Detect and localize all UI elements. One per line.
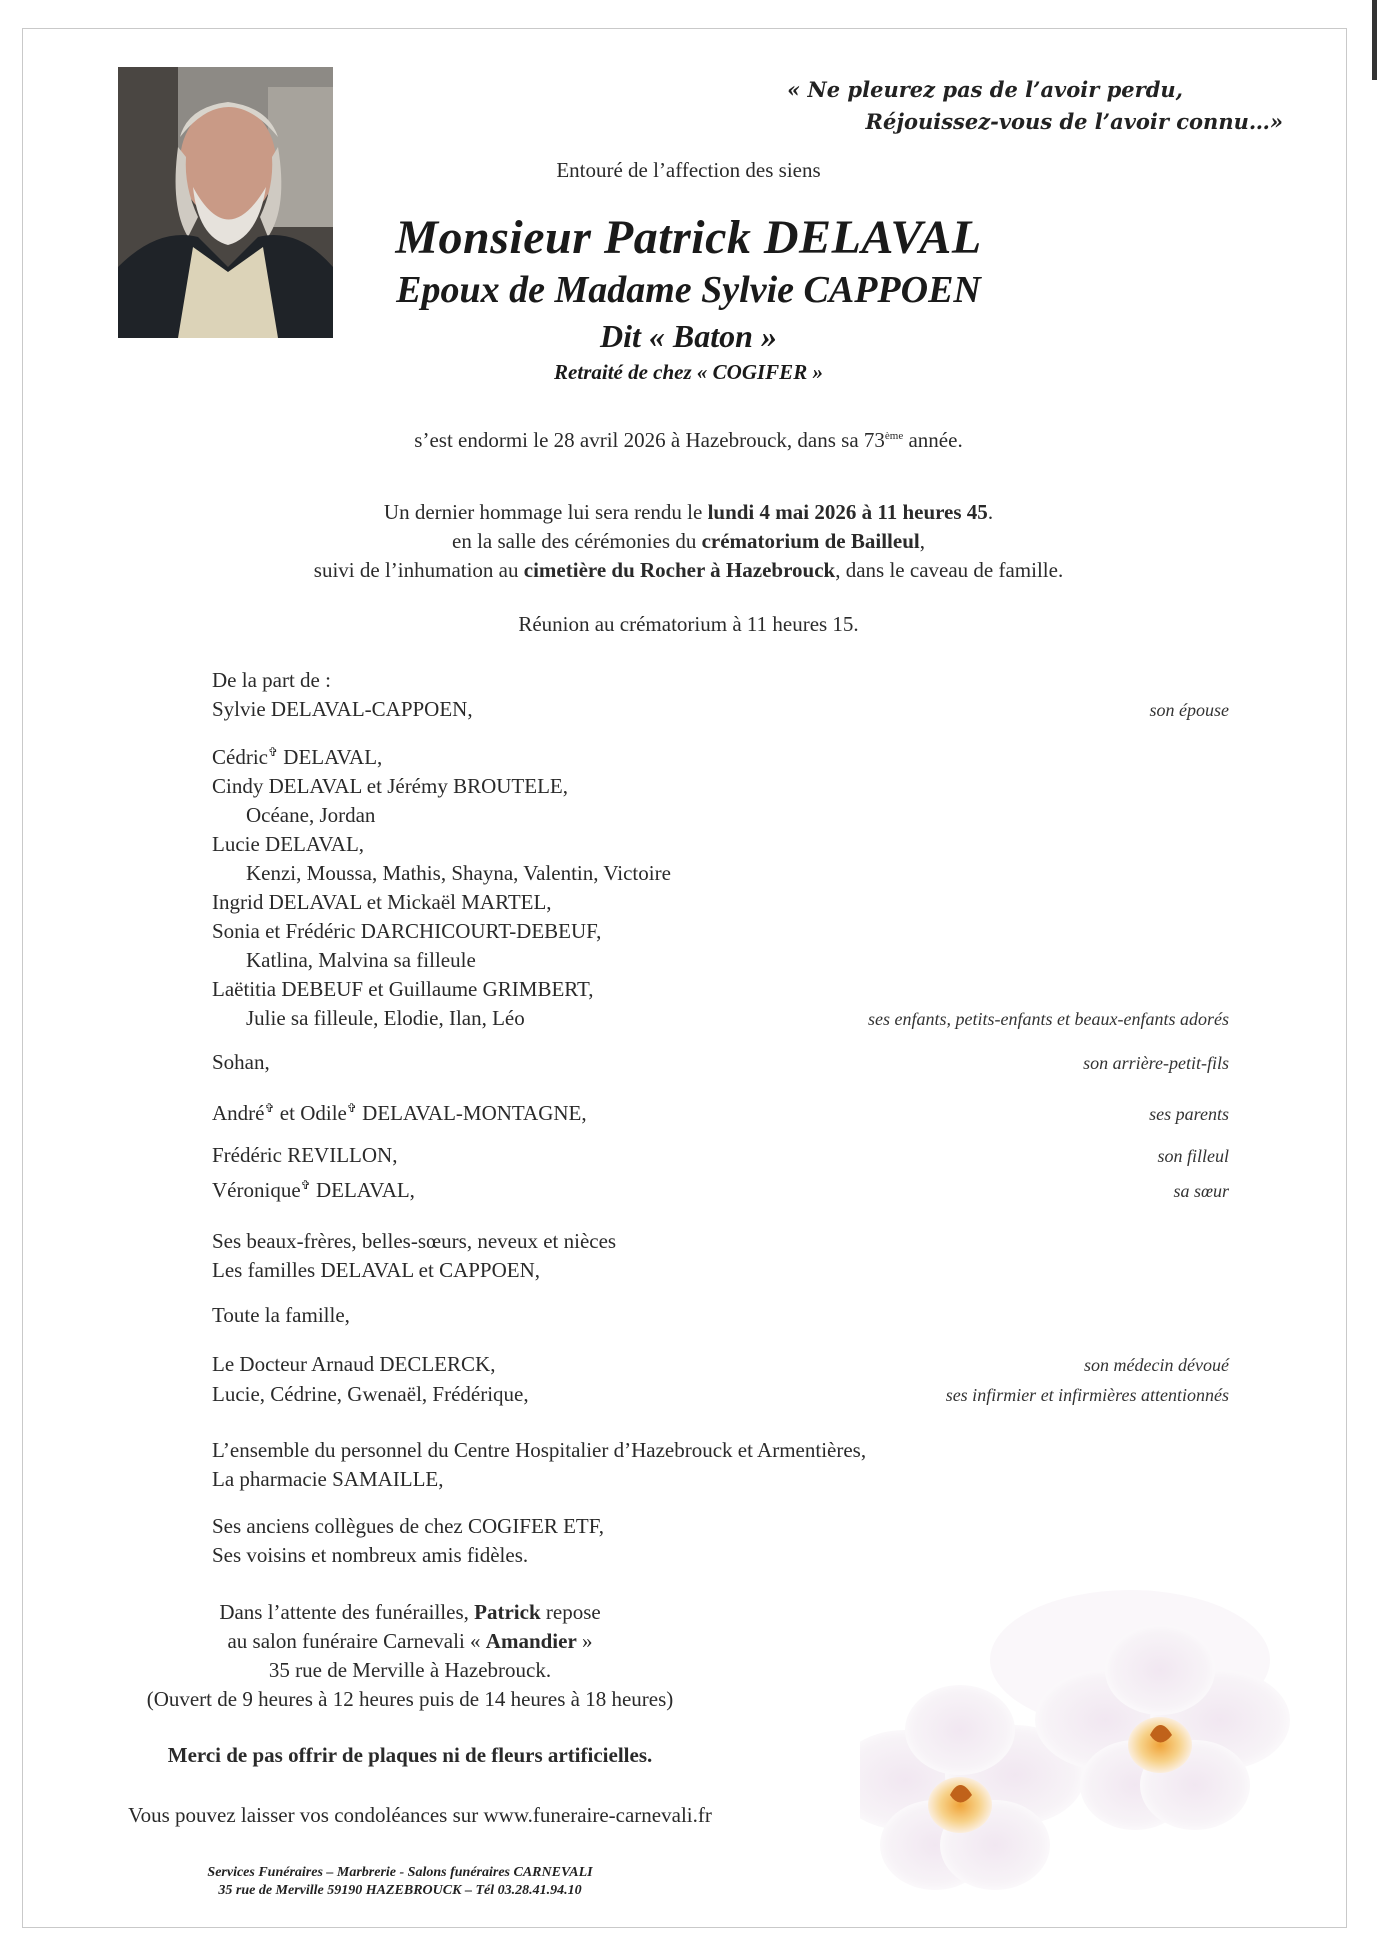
family-block-godson-sister [212, 1141, 1229, 1206]
scan-edge [1372, 0, 1377, 80]
family-row: Sylvie DELAVAL-CAPPOEN, son épouse [212, 695, 1229, 725]
family-row: Ses anciens collègues de chez COGIFER ETF, [212, 1514, 604, 1538]
family-row: Ingrid DELAVAL et Mickaël MARTEL, [212, 890, 552, 914]
family-row: Lucie DELAVAL, [212, 832, 365, 856]
family-row: Frédéric REVILLON, son filleul [212, 1141, 1229, 1171]
family-row: Les familles DELAVAL et CAPPOEN, [212, 1258, 541, 1282]
relation-label: ses infirmier et infirmières attentionnés [945, 1385, 1229, 1405]
family-row: Le Docteur Arnaud DECLERCK, son médecin dévoué [212, 1350, 1229, 1380]
family-row: Cindy DELAVAL et Jérémy BROUTELE, [212, 774, 568, 798]
repose-info [60, 1598, 760, 1714]
death-notice: s’est endormi le 28 avril 2026 à Hazebrouck, dans sa 73ème année. [414, 428, 963, 452]
condolences-line: Vous pouvez laisser vos condoléances sur www.funeraire-carnevali.fr [128, 1803, 712, 1827]
family-row: Lucie, Cédrine, Gwenaël, Frédérique, ses infirmier et infirmières attentionnés [212, 1380, 1229, 1410]
family-block-children [212, 738, 1229, 1034]
family-row: L’ensemble du personnel du Centre Hospitalier d’Hazebrouck et Armentières, [212, 1438, 867, 1462]
cross-icon: ✞ [264, 1101, 275, 1115]
no-flowers-request: Merci de pas offrir de plaques ni de fleurs artificielles. [167, 1743, 653, 1767]
cross-icon: ✞ [267, 745, 279, 759]
quote-line-2: Réjouissez-vous de l’avoir connu…» [865, 109, 1283, 134]
family-row: Julie sa filleule, Elodie, Ilan, Léo ses enfants, petits-enfants et beaux-enfants adorés [212, 1004, 1229, 1034]
reunion-line: Réunion au crématorium à 11 heures 15. [518, 612, 859, 636]
family-block-hospital [212, 1436, 1229, 1494]
family-row: Océane, Jordan [246, 803, 376, 827]
ceremony-line-3: suivi de l’inhumation au cimetière du Rocher à Hazebrouck, dans le caveau de famille. [313, 558, 1064, 582]
family-row: Toute la famille, [212, 1303, 350, 1327]
retired-line: Retraité de chez « COGIFER » [554, 360, 823, 384]
family-row: André✞ et Odile✞ DELAVAL-MONTAGNE, ses parents [212, 1094, 1229, 1129]
family-row: Sohan, son arrière-petit-fils [212, 1048, 1229, 1078]
family-block-medical [212, 1350, 1229, 1410]
funeral-home-footer [120, 1864, 680, 1900]
family-row: Laëtitia DEBEUF et Guillaume GRIMBERT, [212, 977, 594, 1001]
family-row: Véronique✞ DELAVAL, sa sœur [212, 1171, 1229, 1206]
repose-line-3: 35 rue de Merville à Hazebrouck. [268, 1658, 552, 1682]
ceremony-line-1: Un dernier hommage lui sera rendu le lundi 4 mai 2026 à 11 heures 45. [383, 500, 994, 524]
part-de-label: De la part de : [212, 668, 331, 692]
ceremony-line-2: en la salle des cérémonies du crématorium de Bailleul, [452, 529, 925, 553]
footer-line-1: Services Funéraires – Marbrerie - Salons funéraires CARNEVALI [207, 1865, 593, 1880]
relation-label: son épouse [1149, 700, 1229, 720]
family-block-grandchild [212, 1048, 1229, 1078]
deceased-name: Monsieur Patrick DELAVAL [395, 211, 982, 264]
entoure-line: Entouré de l’affection des siens [556, 158, 821, 182]
orchid-flowers-image [860, 1590, 1340, 1925]
spouse-line: Epoux de Madame Sylvie CAPPOEN [396, 269, 981, 311]
cross-icon: ✞ [300, 1178, 311, 1192]
repose-line-2: au salon funéraire Carnevali « Amandier » [227, 1629, 593, 1653]
family-block-toute [212, 1301, 1229, 1330]
ceremony-details [0, 498, 1377, 585]
quote-line-1: « Ne pleurez pas de l’avoir perdu, [787, 77, 1183, 102]
family-block-friends [212, 1512, 1229, 1570]
family-row: Sonia et Frédéric DARCHICOURT-DEBEUF, [212, 919, 602, 943]
relation-label: son médecin dévoué [1084, 1355, 1229, 1375]
family-row: Ses voisins et nombreux amis fidèles. [212, 1543, 529, 1567]
repose-line-1: Dans l’attente des funérailles, Patrick repose [219, 1600, 601, 1624]
family-block-extended [212, 1227, 1229, 1285]
family-row: La pharmacie SAMAILLE, [212, 1467, 444, 1491]
repose-line-4: (Ouvert de 9 heures à 12 heures puis de 14 heures à 18 heures) [146, 1687, 674, 1711]
cross-icon: ✞ [346, 1101, 357, 1115]
footer-line-2: 35 rue de Merville 59190 HAZEBROUCK – Tél 03.28.41.94.10 [218, 1883, 582, 1898]
family-block-spouse [212, 666, 1229, 725]
relation-label: son filleul [1157, 1146, 1229, 1166]
relation-label: ses enfants, petits-enfants et beaux-enfants adorés [868, 1009, 1229, 1029]
family-block-parents [212, 1094, 1229, 1129]
relation-label: ses parents [1149, 1104, 1229, 1124]
family-row: Katlina, Malvina sa filleule [246, 948, 476, 972]
family-row: Kenzi, Moussa, Mathis, Shayna, Valentin, Victoire [246, 861, 671, 885]
family-row: Cédric✞ DELAVAL, [212, 745, 383, 769]
relation-label: son arrière-petit-fils [1083, 1053, 1229, 1073]
epigraph-quote [787, 74, 1283, 138]
family-row: Ses beaux-frères, belles-sœurs, neveux et nièces [212, 1229, 617, 1253]
relation-label: sa sœur [1173, 1181, 1229, 1201]
nickname-line: Dit « Baton » [600, 318, 777, 354]
